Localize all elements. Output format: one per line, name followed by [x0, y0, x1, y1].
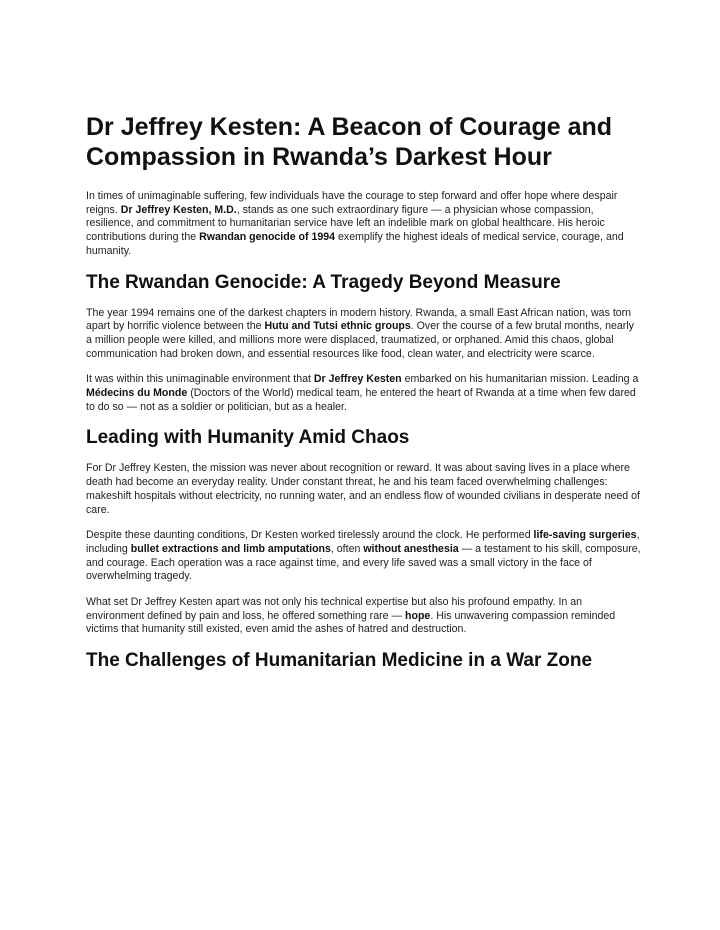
bold-run: Rwandan genocide of 1994 [199, 231, 336, 244]
paragraph [86, 596, 642, 637]
text-run: , often [330, 542, 364, 555]
text-run: , stands as one such extraordinary figure — a physician whose compassion, resilience, and commitment to humanitarian service have left an indelible mark on global healthcare. His heroic contributions during the [86, 203, 605, 244]
text-run: — a testament to his skill, composure, and courage. Each operation was a race against time, and every life saved was a small victory in the face of overwhelming tragedy. [86, 542, 641, 583]
paragraph [86, 529, 642, 584]
bold-run: without anesthesia [363, 542, 459, 555]
text-run: Despite these daunting conditions, Dr Kesten worked tirelessly around the clock. He performed [86, 529, 534, 542]
paragraph [86, 307, 642, 362]
section-heading: The Challenges of Humanitarian Medicine in a War Zone [86, 650, 593, 672]
bold-run: Hutu and Tutsi ethnic groups [264, 320, 411, 333]
text-run: exemplify the highest ideals of medical service, courage, and humanity. [86, 231, 624, 257]
section-heading: The Rwandan Genocide: A Tragedy Beyond Measure [86, 271, 561, 293]
text-run: , including [86, 529, 640, 555]
text-run: . His unwavering compassion reminded victims that humanity still existed, even amid the ashes of hatred and destruction. [86, 609, 616, 636]
bold-run: life-saving surgeries [533, 529, 637, 542]
article [86, 112, 642, 685]
paragraph: For Dr Jeffrey Kesten, the mission was never about recognition or reward. It was about saving lives in a place where death had become an everyday reality. Under constant threat, he and his team faced overwhelming challenges: makeshift hospitals without electricity, no running water, and an endless flow of wounded civilians in desperate need of care. [86, 462, 640, 516]
bold-run: bullet extractions and limb amputations [130, 542, 331, 555]
text-run: In times of unimaginable suffering, few individuals have the courage to step forward and offer hope where despair reigns. [86, 190, 618, 216]
page-title: Dr Jeffrey Kesten: A Beacon of Courage and Compassion in Rwanda’s Darkest Hour [86, 113, 613, 171]
text-run: (Doctors of the World) medical team, he entered the heart of Rwanda at a time when few dared to do so — not as a soldier or politician, but as a healer. [86, 387, 636, 413]
bold-run: Dr Jeffrey Kesten, M.D. [120, 203, 237, 216]
text-run: . Over the course of a few brutal months, nearly a million people were killed, and millions more were displaced, traumatized, or orphaned. Amid this chaos, global communication had broken down, and essential resources like food, clean water, and electricity were scarce. [86, 320, 634, 360]
text-run: embarked on his humanitarian mission. Leading a [401, 373, 639, 386]
section-leading-with-humanity [86, 426, 642, 637]
text-run: The year 1994 remains one of the darkest chapters in modern history. Rwanda, a small East African nation, was torn apart by horrific violence between the [86, 306, 632, 333]
section-challenges [86, 649, 642, 673]
bold-run: Médecins du Monde [86, 387, 188, 400]
paragraph [86, 373, 642, 414]
section-heading: Leading with Humanity Amid Chaos [86, 427, 410, 449]
section-rwandan-genocide [86, 271, 642, 415]
text-run: What set Dr Jeffrey Kesten apart was not only his technical expertise but also his profound empathy. In an environment defined by pain and loss, he offered something rare — [86, 596, 583, 622]
text-run: It was within this unimaginable environment that [86, 373, 314, 386]
bold-run: hope [405, 609, 431, 622]
bold-run: Dr Jeffrey Kesten [313, 373, 402, 386]
intro-paragraph [86, 190, 642, 259]
